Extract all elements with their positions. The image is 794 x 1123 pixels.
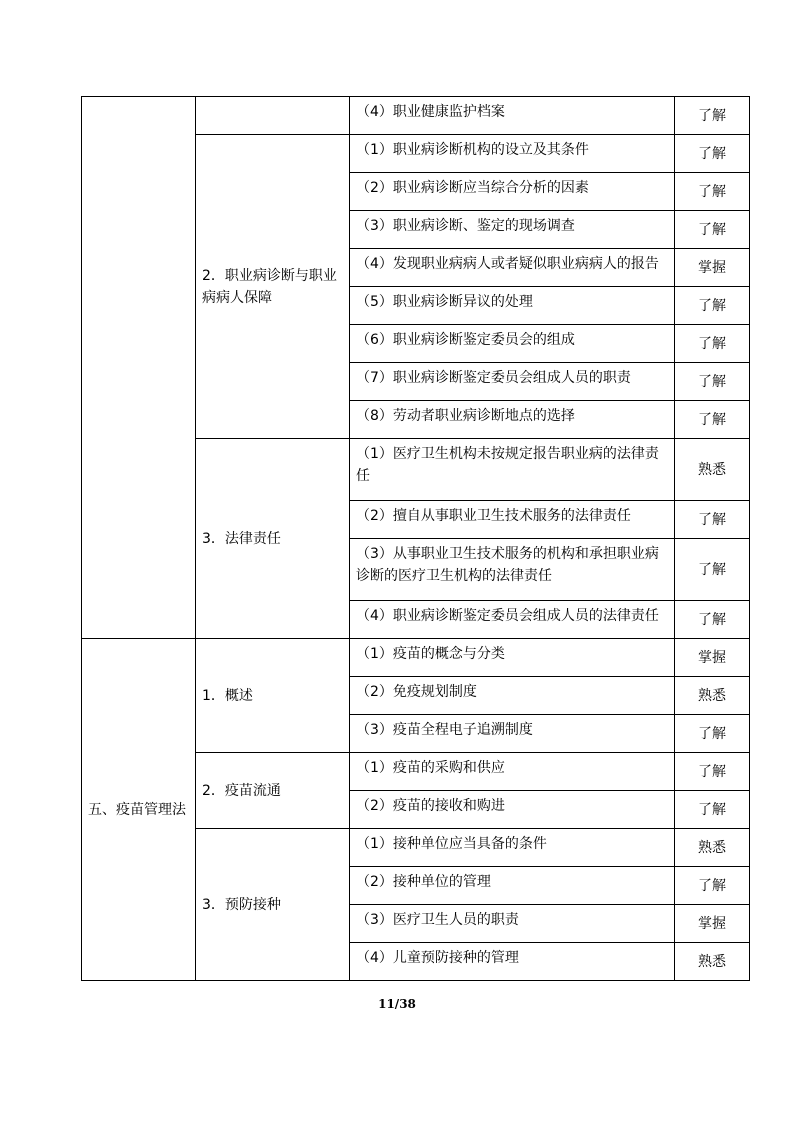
item-cell: [350, 539, 675, 601]
item-text: （3）疫苗全程电子追溯制度: [356, 722, 533, 738]
item-text: （4）儿童预防接种的管理: [356, 950, 519, 966]
requirement-level: 了解: [675, 791, 750, 829]
subsection-title: [196, 97, 350, 135]
item-text: （1）疫苗的采购和供应: [356, 760, 505, 776]
item-cell: [350, 439, 675, 501]
item-text: （2）疫苗的接收和购进: [356, 798, 505, 814]
item-text: （1）职业病诊断机构的设立及其条件: [356, 142, 589, 158]
table-row: [82, 97, 750, 135]
requirement-level: 熟悉: [675, 677, 750, 715]
item-text: （1）医疗卫生机构未按规定报告职业病的法律责任: [356, 446, 659, 484]
item-cell: [350, 501, 675, 539]
requirement-level: 了解: [675, 211, 750, 249]
requirement-level: 了解: [675, 539, 750, 601]
item-cell: [350, 905, 675, 943]
subsection-title: 2．疫苗流通: [196, 753, 350, 829]
item-cell: [350, 867, 675, 905]
item-text: （6）职业病诊断鉴定委员会的组成: [356, 332, 575, 348]
item-cell: [350, 173, 675, 211]
item-text: （1）接种单位应当具备的条件: [356, 836, 547, 852]
item-cell: [350, 401, 675, 439]
requirement-level: 掌握: [675, 639, 750, 677]
requirement-level: 了解: [675, 325, 750, 363]
item-text: （4）职业病诊断鉴定委员会组成人员的法律责任: [356, 608, 659, 624]
item-text: （3）职业病诊断、鉴定的现场调查: [356, 218, 575, 234]
requirement-level: 了解: [675, 715, 750, 753]
requirement-level: 掌握: [675, 249, 750, 287]
item-cell: [350, 829, 675, 867]
item-text: （5）职业病诊断异议的处理: [356, 294, 533, 310]
item-cell: [350, 639, 675, 677]
item-cell: [350, 363, 675, 401]
item-text: （4）职业健康监护档案: [356, 104, 505, 120]
subsection-title: 1．概述: [196, 639, 350, 753]
table-row: [82, 639, 750, 677]
item-cell: [350, 211, 675, 249]
item-cell: [350, 715, 675, 753]
subsection-title: 3．法律责任: [196, 439, 350, 639]
item-text: （2）接种单位的管理: [356, 874, 491, 890]
requirement-level: 熟悉: [675, 943, 750, 981]
item-cell: [350, 97, 675, 135]
requirement-level: 了解: [675, 287, 750, 325]
item-text: （2）免疫规划制度: [356, 684, 477, 700]
item-text: （4）发现职业病病人或者疑似职业病病人的报告: [356, 256, 659, 272]
requirement-level: 了解: [675, 363, 750, 401]
requirement-level: 了解: [675, 753, 750, 791]
section-title: 五、疫苗管理法: [82, 639, 196, 981]
section-title: [82, 97, 196, 639]
item-cell: [350, 249, 675, 287]
subsection-title: 2．职业病诊断与职业病病人保障: [196, 135, 350, 439]
requirement-level: 了解: [675, 501, 750, 539]
item-text: （2）职业病诊断应当综合分析的因素: [356, 180, 589, 196]
item-text: （2）擅自从事职业卫生技术服务的法律责任: [356, 508, 631, 524]
requirement-level: 了解: [675, 401, 750, 439]
item-text: （7）职业病诊断鉴定委员会组成人员的职责: [356, 370, 631, 386]
item-cell: [350, 677, 675, 715]
item-text: （1）疫苗的概念与分类: [356, 646, 505, 662]
subsection-title: 3．预防接种: [196, 829, 350, 981]
requirement-level: 了解: [675, 173, 750, 211]
item-text: （8）劳动者职业病诊断地点的选择: [356, 408, 575, 424]
requirement-level: 熟悉: [675, 439, 750, 501]
item-text: （3）从事职业卫生技术服务的机构和承担职业病诊断的医疗卫生机构的法律责任: [356, 546, 659, 584]
item-text: （3）医疗卫生人员的职责: [356, 912, 519, 928]
requirement-level: 熟悉: [675, 829, 750, 867]
requirement-level: 了解: [675, 601, 750, 639]
requirement-level: 掌握: [675, 905, 750, 943]
item-cell: [350, 601, 675, 639]
page-number: 11/38: [378, 997, 416, 1011]
requirement-level: 了解: [675, 135, 750, 173]
item-cell: [350, 287, 675, 325]
requirement-level: 了解: [675, 867, 750, 905]
requirement-level: 了解: [675, 97, 750, 135]
item-cell: [350, 135, 675, 173]
syllabus-table: [81, 96, 750, 981]
item-cell: [350, 791, 675, 829]
item-cell: [350, 325, 675, 363]
item-cell: [350, 943, 675, 981]
item-cell: [350, 753, 675, 791]
